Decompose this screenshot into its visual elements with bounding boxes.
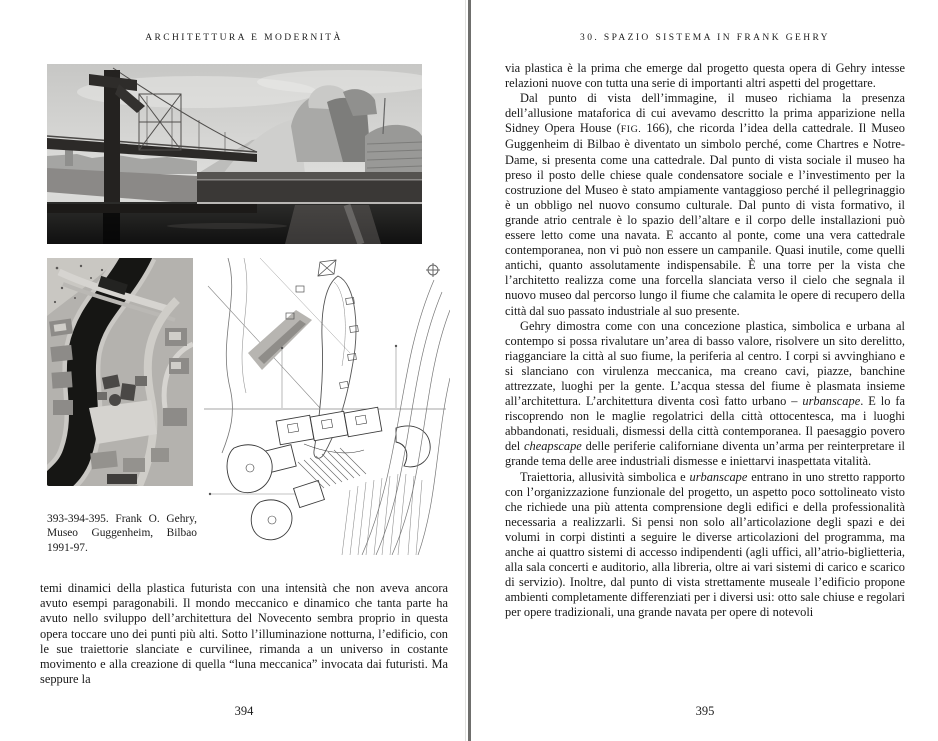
- guggenheim-site-plan-drawing: [200, 258, 450, 555]
- guggenheim-riverfront-photo: [47, 64, 422, 244]
- running-head-right: 30. SPAZIO SISTEMA IN FRANK GEHRY: [580, 33, 830, 43]
- figure-aerial-photo: [47, 258, 193, 486]
- paragraph: via plastica è la prima che emerge dal progetto questa opera di Gehry intesse relazioni nuove con tutta una serie di importanti altri aspetti del progettare.: [505, 61, 905, 91]
- page-gutter-line: [468, 0, 471, 741]
- paragraph: Traiettoria, allusività simbolica e urbanscape entrano in uno stretto rapporto con l’organizzazione funzionale del progetto, un aspetto poco sottolineato visto che richiede una più attenta comprensione degli edifici e della professionalità necessaria a realizzarli. Si pensi non solo all’articolazione degli spazi e dei volumi in corpi distinti a seguire le diverse articolazioni del programma, ma anche ai quattro sistemi di accesso indipendenti (agli uffici, all’atrio-biglietteria, alla sala concerti e auditorio, alla libreria, oltre ai vari sistemi di carico e scarico di servizio). Inoltre, dal punto di vista strettamente museale l’edificio propone ambienti completamente differenziati per i diversi usi: otto sale chiuse e regolari per opere tradizionali, una grande navata per opere di notevoli: [505, 469, 905, 620]
- page-gutter-shadow: [465, 0, 466, 741]
- body-text-right: [505, 61, 905, 620]
- body-text-left: [40, 581, 448, 687]
- paragraph: temi dinamici della plastica futurista con una intensità che non aveva ancora avuto esempi paragonabili. Il mondo meccanico e dinamico che tanta parte ha avuto nello sviluppo dell’architettura del Novecento sembra proprio in questa opera toccare uno dei punti più alti. Sotto l’illuminazione notturna, l’edificio, con le sue traiettorie slanciate e curvilinee, rimanda a un universo in costante movimento e alla creazione di quella “luna meccanica” invocata dai futuristi. Ma seppure la: [40, 581, 448, 687]
- running-head-left: ARCHITETTURA E MODERNITÀ: [145, 33, 343, 43]
- paragraph: Gehry dimostra come con una concezione plastica, simbolica e urbana al contempo si possa rivalutare un’area di basso valore, risolvere un sito derelitto, riagganciare la città al suo fiume, la periferia al centro. I corpi si avvinghiano e si slanciano con virulenza meccanica, ma creano cavi, piazze, banchine attrezzate, luoghi per la gente. L’acqua stessa del fiume è plasmata insieme all’architettura. L’architettura diventa così fatto urbano – urbanscape. E lo fa riscoprendo non le maglie regolatrici della città ottocentesca, ma i luoghi abbandonati, residuali, dismessi della città contemporanea. Il paesaggio povero del cheapscape delle periferie californiane diventa un’arma per reinterpretare il grande tema delle aree industriali dismesse e iniettarvi inaspettata vitalità.: [505, 318, 905, 469]
- page-right: [472, 0, 938, 741]
- figure-site-plan: [200, 258, 450, 555]
- figure-caption: 393-394-395. Frank O. Gehry, Museo Guggenheim, Bilbao 1991-97.: [47, 513, 197, 554]
- paragraph: Dal punto di vista dell’immagine, il museo richiama la presenza dell’allusione mataforica di cui avevamo descritto la prima apparizione nella Sidney Opera House (FIG. 166), che ricorda l’idea della cattedrale. Il Museo Guggenheim di Bilbao è diventato un simbolo perché, come Chartres e Notre-Dame, si presenta come una cattedrale. Dal punto di vista sociale il museo ha preso il posto delle chiese quale condensatore sociale e l’investimento per la costruzione del Museo è stato ampiamente vantaggioso perché il pellegrinaggio è un obbligo nel nuovo consumo culturale. Dal punto di vista formativo, il grande atrio centrale è lo spazio dell’altare e il corpo delle installazioni può essere letto come una navata. E accanto al ponte, come una vera cattedrale contemporanea, non vi può non essere un campanile. Quasi inutile, come quelli antichi, quanto assolutamente indispensabile. È una torre per la vista che l’architetto realizza come una forcella slanciata verso il cielo che segnala il nuovo museo dal percorso lungo il fiume che calamita le opere di recupero della città dal suo passato industriale al suo presente.: [505, 91, 905, 318]
- page-left: [0, 0, 465, 741]
- figure-guggenheim-photo: [47, 64, 422, 244]
- page-number-left: 394: [234, 704, 254, 718]
- page-number-right: 395: [695, 704, 715, 718]
- bilbao-aerial-photo: [47, 258, 193, 486]
